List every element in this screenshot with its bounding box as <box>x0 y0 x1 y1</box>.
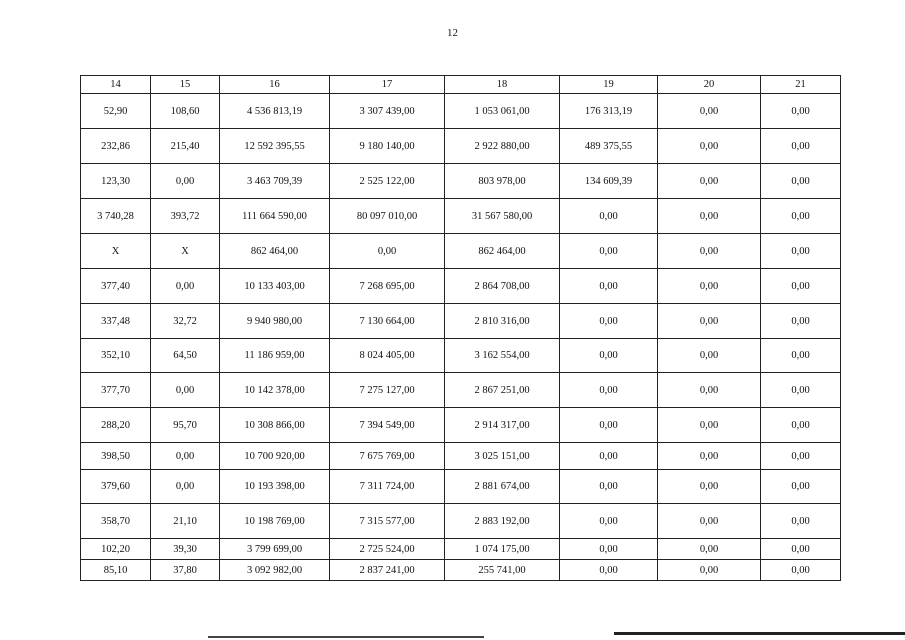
table-cell: 111 664 590,00 <box>220 199 330 234</box>
table-cell: 0,00 <box>761 164 841 199</box>
table-cell: 862 464,00 <box>445 234 560 269</box>
column-header: 17 <box>330 76 445 94</box>
table-cell: 377,70 <box>81 373 151 408</box>
table-cell: 32,72 <box>151 304 220 339</box>
column-header: 21 <box>761 76 841 94</box>
table-cell: 0,00 <box>761 129 841 164</box>
table-cell: 0,00 <box>658 443 761 470</box>
table-cell: 288,20 <box>81 408 151 443</box>
table-cell: 3 463 709,39 <box>220 164 330 199</box>
table-row <box>81 408 841 443</box>
table-cell: 7 675 769,00 <box>330 443 445 470</box>
table-cell: 0,00 <box>761 94 841 129</box>
table-cell: 10 133 403,00 <box>220 269 330 304</box>
table-row <box>81 373 841 408</box>
table-cell: X <box>151 234 220 269</box>
table-cell: 102,20 <box>81 539 151 560</box>
table-cell: 0,00 <box>658 304 761 339</box>
table-cell: 52,90 <box>81 94 151 129</box>
table-cell: 0,00 <box>761 470 841 504</box>
table-cell: 352,10 <box>81 339 151 373</box>
table-cell: 8 024 405,00 <box>330 339 445 373</box>
table-cell: 337,48 <box>81 304 151 339</box>
table-cell: 2 725 524,00 <box>330 539 445 560</box>
table-cell: 393,72 <box>151 199 220 234</box>
table-cell: 0,00 <box>658 504 761 539</box>
table-cell: 108,60 <box>151 94 220 129</box>
table-cell: 80 097 010,00 <box>330 199 445 234</box>
table-cell: 255 741,00 <box>445 560 560 581</box>
table-row <box>81 164 841 199</box>
table-cell: 0,00 <box>658 129 761 164</box>
table-cell: 0,00 <box>761 560 841 581</box>
column-header: 14 <box>81 76 151 94</box>
bottom-rule <box>208 636 484 638</box>
table-cell: 11 186 959,00 <box>220 339 330 373</box>
table-cell: 0,00 <box>658 269 761 304</box>
table-body <box>81 94 841 581</box>
table-cell: 0,00 <box>560 539 658 560</box>
table-cell: 39,30 <box>151 539 220 560</box>
table-row <box>81 443 841 470</box>
table-row <box>81 199 841 234</box>
table-cell: 0,00 <box>761 269 841 304</box>
table-cell: 358,70 <box>81 504 151 539</box>
table-cell: 0,00 <box>761 373 841 408</box>
table-cell: 0,00 <box>658 199 761 234</box>
table-row <box>81 539 841 560</box>
table-cell: 12 592 395,55 <box>220 129 330 164</box>
table-cell: 0,00 <box>658 164 761 199</box>
table-cell: 0,00 <box>560 234 658 269</box>
table-cell: 1 074 175,00 <box>445 539 560 560</box>
table-row <box>81 234 841 269</box>
table-cell: 398,50 <box>81 443 151 470</box>
table-cell: 85,10 <box>81 560 151 581</box>
table-cell: 9 940 980,00 <box>220 304 330 339</box>
table-cell: 0,00 <box>658 373 761 408</box>
header-row <box>81 76 841 94</box>
table-cell: 7 275 127,00 <box>330 373 445 408</box>
table-cell: 0,00 <box>658 234 761 269</box>
table-cell: 0,00 <box>658 560 761 581</box>
table-cell: 2 881 674,00 <box>445 470 560 504</box>
table-cell: 0,00 <box>151 470 220 504</box>
table-cell: 0,00 <box>330 234 445 269</box>
table-cell: 2 810 316,00 <box>445 304 560 339</box>
table-row <box>81 129 841 164</box>
table-row <box>81 94 841 129</box>
table-cell: 0,00 <box>151 269 220 304</box>
data-table <box>80 75 841 581</box>
table-cell: 2 525 122,00 <box>330 164 445 199</box>
table-row <box>81 269 841 304</box>
table-row <box>81 470 841 504</box>
table-cell: 0,00 <box>560 470 658 504</box>
table-cell: 379,60 <box>81 470 151 504</box>
table-cell: 2 883 192,00 <box>445 504 560 539</box>
table-cell: 0,00 <box>658 94 761 129</box>
table-cell: 1 053 061,00 <box>445 94 560 129</box>
table-cell: 2 914 317,00 <box>445 408 560 443</box>
table-cell: 7 394 549,00 <box>330 408 445 443</box>
table-cell: 0,00 <box>560 504 658 539</box>
table-row <box>81 560 841 581</box>
column-header: 19 <box>560 76 658 94</box>
table-cell: 0,00 <box>658 470 761 504</box>
table-cell: 0,00 <box>560 339 658 373</box>
table-cell: 7 130 664,00 <box>330 304 445 339</box>
table-cell: 7 311 724,00 <box>330 470 445 504</box>
table-cell: 95,70 <box>151 408 220 443</box>
table-cell: 0,00 <box>151 164 220 199</box>
table-cell: 0,00 <box>560 443 658 470</box>
table-cell: 0,00 <box>151 373 220 408</box>
table-cell: 0,00 <box>761 339 841 373</box>
table-cell: 10 193 398,00 <box>220 470 330 504</box>
table-cell: 0,00 <box>151 443 220 470</box>
table-cell: 0,00 <box>658 339 761 373</box>
table-cell: 2 867 251,00 <box>445 373 560 408</box>
table-cell: 215,40 <box>151 129 220 164</box>
table-cell: 7 315 577,00 <box>330 504 445 539</box>
column-header: 15 <box>151 76 220 94</box>
page-number: 12 <box>447 27 458 39</box>
table-cell: 803 978,00 <box>445 164 560 199</box>
column-header: 16 <box>220 76 330 94</box>
table-cell: 0,00 <box>761 443 841 470</box>
table-cell: 3 092 982,00 <box>220 560 330 581</box>
table-cell: 0,00 <box>560 199 658 234</box>
table-cell: 0,00 <box>761 304 841 339</box>
table-cell: 31 567 580,00 <box>445 199 560 234</box>
table-cell: 3 162 554,00 <box>445 339 560 373</box>
table-cell: 0,00 <box>658 539 761 560</box>
table-cell: 176 313,19 <box>560 94 658 129</box>
table-row <box>81 504 841 539</box>
column-header: 20 <box>658 76 761 94</box>
table-cell: 0,00 <box>761 199 841 234</box>
table-cell: 0,00 <box>560 560 658 581</box>
table-cell: 10 700 920,00 <box>220 443 330 470</box>
table-cell: 3 307 439,00 <box>330 94 445 129</box>
table-cell: 10 198 769,00 <box>220 504 330 539</box>
table-cell: 2 922 880,00 <box>445 129 560 164</box>
table-cell: 10 308 866,00 <box>220 408 330 443</box>
table-cell: 0,00 <box>560 408 658 443</box>
table-cell: 862 464,00 <box>220 234 330 269</box>
table-cell: 0,00 <box>761 408 841 443</box>
table-cell: 232,86 <box>81 129 151 164</box>
table-cell: 4 536 813,19 <box>220 94 330 129</box>
table-cell: 21,10 <box>151 504 220 539</box>
column-header: 18 <box>445 76 560 94</box>
table-cell: 3 740,28 <box>81 199 151 234</box>
table-cell: 7 268 695,00 <box>330 269 445 304</box>
table-cell: 9 180 140,00 <box>330 129 445 164</box>
table-cell: 0,00 <box>560 269 658 304</box>
table-row <box>81 339 841 373</box>
table-cell: X <box>81 234 151 269</box>
table-cell: 123,30 <box>81 164 151 199</box>
table-row <box>81 304 841 339</box>
table-cell: 2 837 241,00 <box>330 560 445 581</box>
table-cell: 37,80 <box>151 560 220 581</box>
table-cell: 134 609,39 <box>560 164 658 199</box>
table-cell: 10 142 378,00 <box>220 373 330 408</box>
table-cell: 0,00 <box>560 373 658 408</box>
table-cell: 0,00 <box>761 504 841 539</box>
table-cell: 0,00 <box>560 304 658 339</box>
table-cell: 3 799 699,00 <box>220 539 330 560</box>
table-cell: 0,00 <box>761 234 841 269</box>
table-cell: 3 025 151,00 <box>445 443 560 470</box>
table-cell: 0,00 <box>761 539 841 560</box>
bottom-rule <box>614 632 905 635</box>
table-cell: 377,40 <box>81 269 151 304</box>
table-cell: 64,50 <box>151 339 220 373</box>
table-cell: 0,00 <box>658 408 761 443</box>
table-cell: 489 375,55 <box>560 129 658 164</box>
table-cell: 2 864 708,00 <box>445 269 560 304</box>
